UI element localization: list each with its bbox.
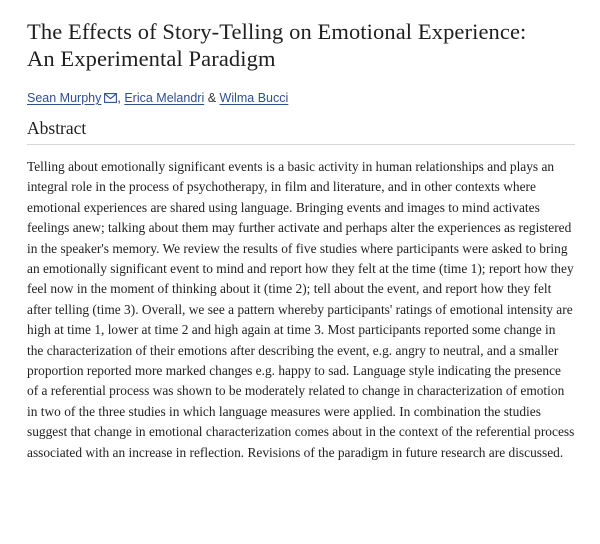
- abstract-text: Telling about emotionally significant events is a basic activity in human relationships and plays an integral role in the process of psychotherapy, in film and literature, and in other contexts where emotional experiences are shared using language. Bringing events and images to mind activates feelings anew; talking about them may further activate and perhaps alter the experiences as registered in the speaker's memory. We review the results of five studies where participants were asked to bring an emotionally significant event to mind and report how they felt at the time (time 1); report how they feel now in the moment of thinking about it (time 2); tell about the event, and report how they felt after telling (time 3). Overall, we see a pattern whereby participants' ratings of emotional intensity are high at time 1, lower at time 2 and high again at time 3. Most participants reported some change in the characterization of their emotions after describing the event, e.g. angry to neutral, and a smaller proportion reported more marked changes e.g. happy to sad. Language style indicating the presence of a referential process was shown to be moderately related to change in characterization of emotion in two of the three studies in which language measures were applied. In combination the studies suggest that change in emotional characterization comes about in the context of the referential process associated with an increase in reflection. Revisions of the paradigm in future research are discussed.: [27, 159, 575, 460]
- author-separator-ampersand: &: [207, 91, 217, 105]
- article-title: [27, 18, 575, 72]
- author-separator: ,: [117, 91, 121, 105]
- section-divider: [27, 144, 575, 145]
- article-title-line-2: An Experimental Paradigm: [27, 46, 276, 71]
- author-link-wilma-bucci[interactable]: Wilma Bucci: [219, 91, 289, 105]
- author-link-sean-murphy[interactable]: Sean Murphy: [27, 91, 102, 105]
- article: [27, 18, 575, 463]
- envelope-icon[interactable]: [104, 93, 117, 103]
- article-title-line-1: The Effects of Story-Telling on Emotional Experience:: [27, 19, 527, 44]
- author-list: [27, 90, 575, 106]
- author-link-erica-melandri[interactable]: Erica Melandri: [124, 91, 205, 105]
- abstract-heading: Abstract: [27, 118, 87, 138]
